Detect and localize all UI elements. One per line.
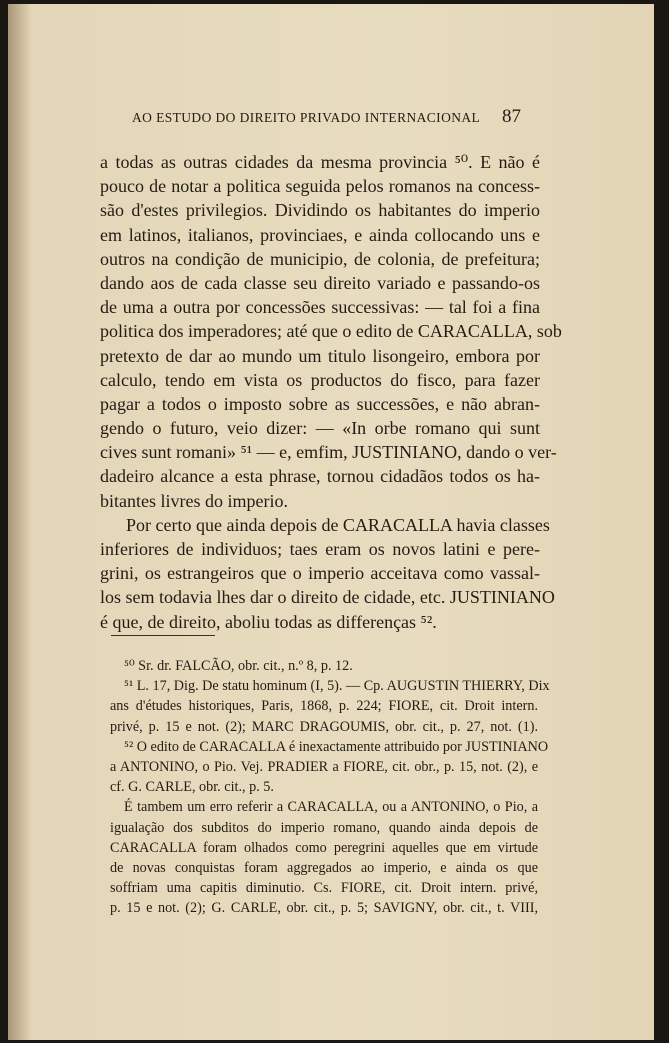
running-title: AO ESTUDO DO DIREITO PRIVADO INTERNACIONAL	[132, 110, 481, 125]
text-line: em latinos, italianos, provinciaes, e ainda collocando uns e	[100, 224, 540, 245]
text-line: é que, de direito, aboliu todas as differenças ⁵².	[100, 611, 437, 632]
page-gutter-shadow	[8, 4, 32, 1040]
footnote-line: CARACALLA foram olhados como peregrini aquelles que em virtude	[110, 839, 538, 856]
text-line: de uma a outra por concessões successivas: — tal foi a fina	[100, 297, 540, 318]
text-line: pouco de notar a politica seguida pelos romanos na concess-	[100, 176, 540, 197]
footnotes	[110, 656, 550, 918]
text-line: inferiores de individuos; taes eram os novos latini e pere-	[100, 539, 540, 559]
text-line: cives sunt romani» ⁵¹ — e, emfim, JUSTINIANO, dando o ver-	[100, 442, 557, 463]
text-line: calculo, tendo em vista os productos do fisco, para fazer	[100, 369, 540, 390]
footnote-line: p. 15 e not. (2); G. CARLE, obr. cit., p. 5; SAVIGNY, obr. cit., t. VIII,	[110, 900, 538, 917]
footnote-line: É tambem um erro referir a CARACALLA, ou a ANTONINO, o Pio, a	[124, 799, 538, 816]
main-text	[100, 150, 562, 634]
footnote-line: ans d'études historiques, Paris, 1868, p. 224; FIORE, cit. Droit intern.	[110, 698, 538, 715]
text-line: são d'estes privilegios. Dividindo os habitantes do imperio	[100, 200, 540, 221]
footnote-line: ⁵⁰ Sr. dr. FALCÃO, obr. cit., n.º 8, p. 12.	[124, 658, 353, 674]
text-line: los sem todavia lhes dar o direito de cidade, etc. JUSTINIANO	[100, 587, 555, 608]
footnote-line: privé, p. 15 e not. (2); MARC DRAGOUMIS, obr. cit., p. 27, not. (1).	[110, 718, 538, 735]
text-line: gendo o futuro, veio dizer: — «In orbe romano qui sunt	[100, 418, 540, 439]
footnote-line: soffriam uma capitis diminutio. Cs. FIORE, cit. Droit intern. privé,	[110, 880, 538, 897]
text-line: dando aos de cada classe seu direito variado e passando-os	[100, 272, 540, 293]
text-line: Por certo que ainda depois de CARACALLA havia classes	[126, 514, 550, 535]
page-number: 87	[502, 106, 521, 127]
text-line: grini, os estrangeiros que o imperio acceitava como vassal-	[100, 563, 540, 584]
footnote-line: de novas conquistas foram aggregados ao imperio, e ainda os que	[110, 859, 538, 876]
book-page	[8, 4, 654, 1040]
text-line: pagar a todos o imposto sobre as successões, e não abran-	[100, 393, 540, 414]
footnote-line: a ANTONINO, o Pio. Vej. PRADIER a FIORE, cit. obr., p. 15, not. (2), e	[110, 758, 538, 775]
text-line: bitantes livres do imperio.	[100, 490, 288, 511]
page-header	[132, 108, 532, 132]
footnote-separator	[111, 635, 215, 636]
footnote-line: ⁵¹ L. 17, Dig. De statu hominum (I, 5). — Cp. AUGUSTIN THIERRY, Dix	[124, 678, 550, 695]
footnote-line: cf. G. CARLE, obr. cit., p. 5.	[110, 779, 274, 796]
text-line: pretexto de dar ao mundo um titulo lisongeiro, embora por	[100, 345, 540, 366]
text-line: dadeiro alcance a esta phrase, tornou cidadãos todos os ha-	[100, 466, 540, 487]
footnote-line: igualação dos subditos do imperio romano, quando ainda depois de	[110, 819, 538, 836]
text-line: politica dos imperadores; até que o edito de CARACALLA, sob	[100, 321, 562, 342]
footnote-line: ⁵² O edito de CARACALLA é inexactamente attribuido por JUSTINIANO	[124, 738, 549, 755]
text-line: a todas as outras cidades da mesma provincia ⁵⁰. E não é	[100, 152, 540, 172]
text-line: outros na condição de municipio, de colonia, de prefeitura;	[100, 248, 540, 269]
